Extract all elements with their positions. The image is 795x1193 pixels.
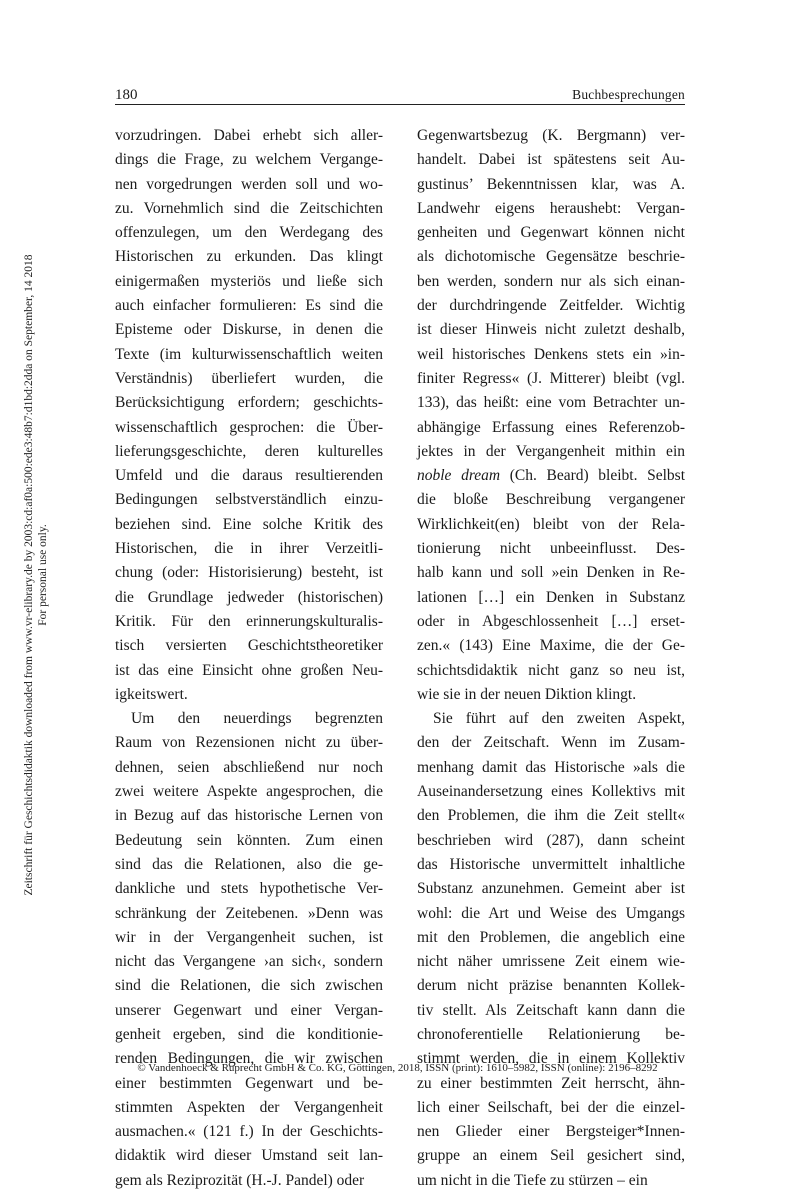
- page-header: [115, 86, 685, 105]
- text-line: tiv stellt. Als Zeitschaft kann dann die: [417, 1001, 685, 1019]
- text-line: handelt. Dabei ist spätestens seit Au-: [417, 151, 685, 169]
- text-line: das Historische unvermittelt inhaltliche: [417, 855, 685, 873]
- text-line: zen.« (143) Eine Maxime, die der Ge-: [417, 637, 685, 655]
- page-number: 180: [115, 87, 138, 103]
- text-line: stimmten Aspekten der Vergangenheit: [115, 1098, 383, 1116]
- download-notice-text: [22, 230, 50, 920]
- text-line: lationen […] ein Denken in Substanz: [417, 588, 685, 606]
- text-line: den der Zeitschaft. Wenn im Zusam-: [417, 734, 685, 752]
- text-line: noble dream (Ch. Beard) bleibt. Selbst: [417, 467, 685, 485]
- text-line: Kritik. Für den erinnerungskulturalis-: [115, 612, 383, 630]
- text-line: schränkung der Zeitebenen. »Denn was: [115, 904, 383, 922]
- text-line: als dichotomische Gegensätze beschrie-: [417, 248, 685, 266]
- text-line: Auseinandersetzung eines Kollektivs mit: [417, 783, 685, 801]
- text-line: Sie führt auf den zweiten Aspekt,: [433, 710, 685, 728]
- text-line: schichtsdidaktik nicht ganz so neu ist,: [417, 661, 685, 679]
- text-line: tionierung nicht unbeeinflusst. Des-: [417, 540, 685, 558]
- text-line: nicht das Vergangene ›an sich‹, sondern: [115, 953, 383, 971]
- text-line: Um den neuerdings begrenzten: [131, 710, 383, 728]
- download-notice: [22, 230, 62, 920]
- text-line: weil historisches Denkens stets ein »in-: [417, 345, 685, 363]
- download-notice-line: Zeitschrift für Geschichtsdidaktik downloaded from www.vr-elibrary.de by 2003:cd:af0a:500:ede3:48b7:d1bd:2dda on September, 14 2018: [23, 254, 35, 896]
- text-line: wir in der Vergangenheit suchen, ist: [115, 928, 383, 946]
- text-line: zu. Vornehmlich sind die Zeitschichten: [115, 199, 383, 217]
- right-column: [417, 124, 685, 1193]
- text-line: um nicht in die Tiefe zu stürzen – ein: [417, 1171, 648, 1189]
- text-line: einigermaßen mysteriös und ließe sich: [115, 272, 383, 290]
- text-line: gruppe an einem Seil gesichert sind,: [417, 1147, 685, 1165]
- text-line: offenzulegen, um den Werdegang des: [115, 224, 383, 242]
- text-line: ist das eine Einsicht ohne großen Neu-: [115, 661, 383, 679]
- text-line: gem als Reziprozität (H.-J. Pandel) oder: [115, 1171, 365, 1189]
- text-line: die bloße Beschreibung vergangener: [417, 491, 685, 509]
- text-line: vorzudringen. Dabei erhebt sich aller-: [115, 127, 383, 144]
- text-line: jektes in der Vergangenheit mithin ein: [417, 442, 685, 460]
- text-line: Raum von Rezensionen nicht zu über-: [115, 734, 383, 752]
- text-line: ausmachen.« (121 f.) In der Geschichts-: [115, 1123, 383, 1141]
- text-line: chronoferentielle Relationierung be-: [417, 1025, 685, 1043]
- text-line: Historischen zu erkunden. Das klingt: [115, 248, 383, 266]
- text-line: derum nicht präzise benannten Kollek-: [417, 977, 685, 995]
- text-line: stimmt werden, die in einem Kollektiv: [417, 1050, 685, 1068]
- text-line: einer bestimmten Gegenwart und be-: [115, 1074, 383, 1092]
- text-line: Substanz anzunehmen. Gemeint aber ist: [417, 880, 685, 898]
- text-line: Episteme oder Diskurse, in denen die: [115, 321, 383, 339]
- text-line: renden Bedingungen, die wir zwischen: [115, 1050, 383, 1068]
- personal-use-notice: For personal use only.: [37, 524, 49, 626]
- paragraph: [417, 124, 685, 707]
- text-line: zu einer bestimmten Zeit herrscht, ähn-: [417, 1074, 685, 1092]
- text-line: tisch versierten Geschichtstheoretiker: [115, 637, 383, 655]
- text-line: finiter Regress« (J. Mitterer) bleibt (vgl.: [417, 369, 685, 387]
- running-section-title: Buchbesprechungen: [572, 87, 685, 102]
- paragraph: [115, 707, 383, 1193]
- text-line: Historischen, die in ihrer Verzeitli-: [115, 540, 383, 558]
- text-line: menhang damit das Historische »als die: [417, 758, 685, 776]
- text-line: wissenschaftlich gesprochen: die Über-: [115, 418, 383, 436]
- text-line: dings die Frage, zu welchem Vergange-: [115, 151, 383, 169]
- text-line: mit den Problemen, die angeblich eine: [417, 928, 685, 946]
- paragraph: [115, 124, 383, 707]
- text-line: genheit ergeben, sind die konditionie-: [115, 1025, 383, 1043]
- text-line: in Bezug auf das historische Lernen von: [115, 807, 383, 825]
- text-line: der durchdringende Zeitfelder. Wichtig: [417, 297, 685, 315]
- text-line: Landwehr eigens heraushebt: Vergan-: [417, 199, 685, 217]
- text-line: oder in Abgeschlossenheit […] erset-: [417, 612, 685, 630]
- text-line: ist dieser Hinweis nicht zuletzt deshalb,: [417, 321, 685, 339]
- text-line: Gegenwartsbezug (K. Bergmann) ver-: [417, 127, 685, 144]
- text-line: ben werden, sondern nur als sich einan-: [417, 272, 685, 290]
- text-line: Wirklichkeit(en) bleibt von der Rela-: [417, 515, 685, 533]
- text-line: gustinus’ Bekenntnissen klar, was A.: [417, 175, 685, 193]
- text-line: wohl: die Art und Weise des Umgangs: [417, 904, 685, 922]
- text-line: Verständnis) überliefert wurden, die: [115, 369, 383, 387]
- text-line: Umfeld und die daraus resultierenden: [115, 467, 383, 485]
- text-line: didaktik wird dieser Umstand seit lan-: [115, 1147, 383, 1165]
- left-column: [115, 124, 383, 1193]
- text-line: zwei weitere Aspekte angesprochen, die: [115, 783, 383, 801]
- text-line: dankliche und stets hypothetische Ver-: [115, 880, 383, 898]
- text-line: genheiten und Gegenwart können nicht: [417, 224, 685, 242]
- text-line: halb kann und soll »ein Denken in Re-: [417, 564, 685, 582]
- text-line: den Problemen, die ihm die Zeit stellt«: [417, 807, 685, 825]
- text-line: lieferungsgeschichte, deren kulturelles: [115, 442, 383, 460]
- text-line: abhängige Erfassung eines Referenzob-: [417, 418, 685, 436]
- text-line: Berücksichtigung erfordern; geschichts-: [115, 394, 383, 412]
- text-line: auch einfacher formulieren: Es sind die: [115, 297, 383, 315]
- paragraph: [417, 707, 685, 1193]
- text-line: wie sie in der neuen Diktion klingt.: [417, 685, 637, 703]
- text-line: dehnen, seien abschließend nur noch: [115, 758, 383, 776]
- text-line: lich einer Seilschaft, bei der die einzel-: [417, 1098, 685, 1116]
- text-line: igkeitswert.: [115, 685, 188, 703]
- text-line: beschrieben wird (287), dann scheint: [417, 831, 685, 849]
- text-line: nicht näher umrissene Zeit einem wie-: [417, 953, 685, 971]
- text-line: sind die Relationen, die sich zwischen: [115, 977, 383, 995]
- text-line: Bedeutung sein könnten. Zum einen: [115, 831, 383, 849]
- text-line: nen vorgedrungen werden soll und wo-: [115, 175, 383, 193]
- text-line: Texte (im kulturwissenschaftlich weiten: [115, 345, 383, 363]
- text-line: chung (oder: Historisierung) besteht, ist: [115, 564, 383, 582]
- text-line: beziehen sind. Eine solche Kritik des: [115, 515, 383, 533]
- text-line: Bedingungen selbstverständlich einzu-: [115, 491, 383, 509]
- text-line: sind das die Relationen, also die ge-: [115, 855, 383, 873]
- copyright-footer: © Vandenhoeck & Ruprecht GmbH & Co. KG, Göttingen, 2018, ISSN (print): 1610–5982, ISSN (online): 2196–8292: [137, 1062, 658, 1074]
- text-line: die Grundlage jedweder (historischen): [115, 588, 383, 606]
- text-line: unserer Gegenwart und einer Vergan-: [115, 1001, 383, 1019]
- text-line: nen Glieder einer Bergsteiger*Innen-: [417, 1123, 685, 1141]
- text-line: 133), das heißt: eine vom Betrachter un-: [417, 394, 685, 412]
